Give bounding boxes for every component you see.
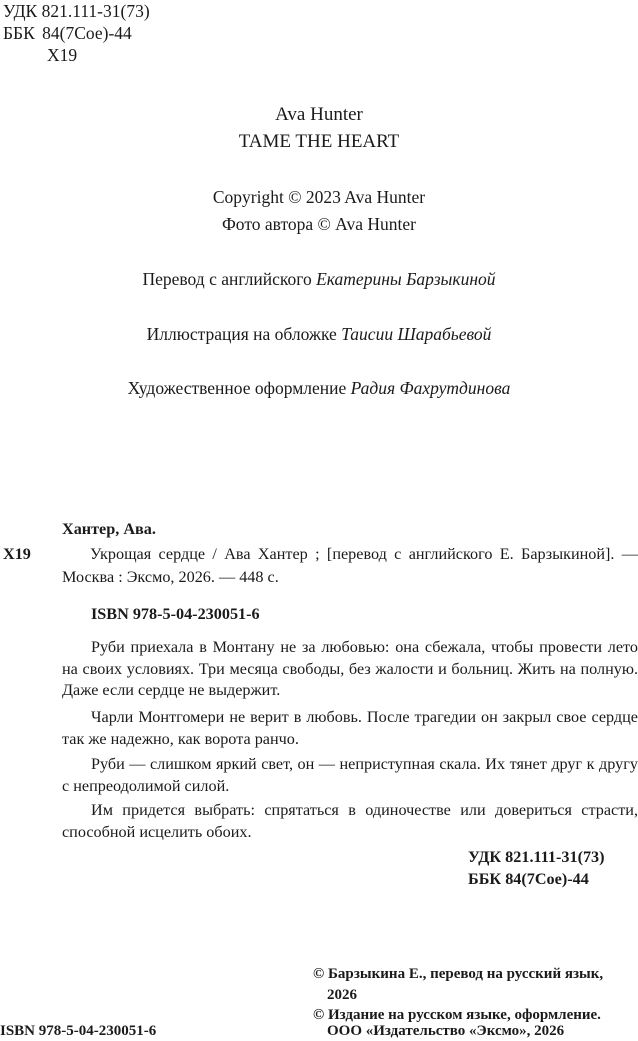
bbk-value: 84(7Сое)-44 bbox=[42, 23, 132, 43]
translator-name: Екатерины Барзыкиной bbox=[316, 269, 496, 289]
author-mark-top: Х19 bbox=[47, 45, 78, 65]
copyright-edition-line-2: ООО «Издательство «Эксмо», 2026 bbox=[327, 1023, 565, 1039]
original-author: Ava Hunter bbox=[275, 104, 363, 125]
annotation-paragraph-1: Руби приехала в Монтану не за любовью: она сбежала, чтобы провести лето на своих условиях. Три месяца свободы, без жалости и больниц. Жить на полную. Даже если сердце не выдержит. bbox=[62, 638, 638, 699]
copyright-translation-line-2: 2026 bbox=[327, 987, 357, 1003]
catalog-heading: Хантер, Ава. bbox=[62, 520, 156, 538]
udk-value: 821.111-31(73) bbox=[41, 1, 150, 21]
illustrator-role: Иллюстрация на обложке bbox=[146, 324, 337, 344]
translator-role: Перевод с английского bbox=[142, 269, 312, 289]
original-title: TAME THE HEART bbox=[238, 131, 400, 152]
footer-isbn: ISBN 978-5-04-230051-6 bbox=[0, 1023, 157, 1039]
photo-credit-line: Фото автора © Ava Hunter bbox=[221, 214, 417, 234]
annotation-paragraph-4: Им придется выбрать: спрятаться в одиночестве или довериться страсти, способной исцелить обоих. bbox=[62, 801, 638, 841]
udk-line bbox=[3, 0, 150, 22]
catalog-author-mark: Х19 bbox=[3, 545, 31, 563]
catalog-isbn: ISBN 978-5-04-230051-6 bbox=[91, 605, 260, 623]
annotation-paragraph-2: Чарли Монтгомери не верит в любовь. После трагедии он закрыл свое сердце так же надежно, как ворота ранчо. bbox=[62, 708, 638, 748]
designer-role: Художественное оформление bbox=[127, 378, 347, 398]
copyright-line: Copyright © 2023 Ava Hunter bbox=[212, 187, 426, 207]
udk-label: УДК bbox=[3, 1, 38, 21]
bbk-label: ББК bbox=[3, 23, 35, 43]
translator-credit bbox=[0, 268, 638, 290]
udk-bottom: УДК 821.111-31(73) bbox=[468, 848, 605, 866]
designer-name: Радия Фахрутдинова bbox=[350, 378, 511, 398]
copyright-edition-line-1: © Издание на русском языке, оформление. bbox=[313, 1007, 601, 1023]
catalog-description: Укрощая сердце / Ава Хантер ; [перевод с английского Е. Барзыкиной]. — Москва : Эксмо, 2026. — 448 с. bbox=[62, 545, 638, 586]
annotation-paragraph-3: Руби — слишком яркий свет, он — неприступная скала. Их тянет друг к другу с непреодолимой силой. bbox=[62, 755, 638, 795]
designer-credit bbox=[0, 377, 638, 399]
illustrator-name: Таисии Шарабьевой bbox=[341, 324, 492, 344]
bbk-bottom: ББК 84(7Сое)-44 bbox=[468, 870, 589, 888]
copyright-translation-line-1: © Барзыкина Е., перевод на русский язык, bbox=[313, 966, 604, 982]
illustrator-credit bbox=[0, 323, 638, 345]
bbk-line bbox=[3, 22, 132, 44]
